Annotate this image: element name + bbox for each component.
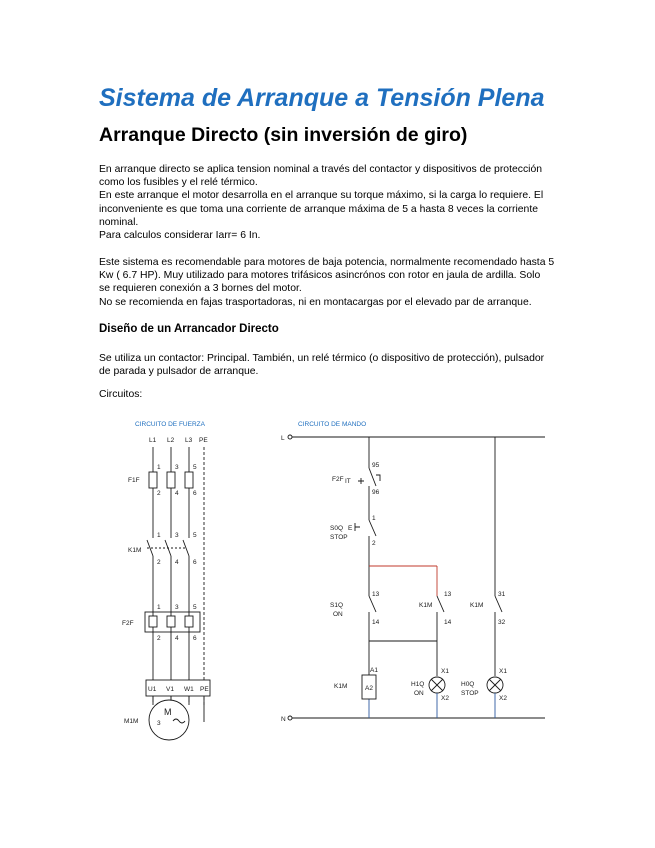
start-button-label: S1Q bbox=[330, 602, 344, 609]
text-line: No se recomienda en fajas trasportadoras, ni en montacargas por el elevado par de arranque. bbox=[99, 296, 532, 308]
terminal-label: 1 bbox=[372, 515, 376, 522]
motor-terminal: PE bbox=[200, 686, 209, 693]
terminal-label: 32 bbox=[498, 619, 506, 626]
motor-symbol: M bbox=[164, 707, 172, 717]
power-circuit-title: CIRCUITO DE FUERZA bbox=[135, 421, 205, 428]
lamp-stop-branch bbox=[487, 437, 503, 718]
terminal-label: 14 bbox=[444, 619, 452, 626]
stop-button-label: S0Q bbox=[330, 525, 344, 532]
circuits-label: Circuitos: bbox=[99, 389, 143, 400]
terminal-label: 2 bbox=[157, 559, 161, 566]
motor-terminal: W1 bbox=[184, 686, 194, 693]
phase-label: L3 bbox=[185, 437, 193, 444]
aux-contact-label: K1M bbox=[470, 602, 484, 609]
terminal-label: 6 bbox=[193, 490, 197, 497]
text-line: Este sistema es recomendable para motores de baja potencia, normalmente recomendado hasta 5 bbox=[99, 257, 555, 268]
text-line: En este arranque el motor desarrolla en el arranque su torque máximo, si la carga lo requiere. El bbox=[99, 190, 544, 202]
terminal-label: A2 bbox=[365, 685, 373, 692]
terminal-label: 2 bbox=[157, 490, 161, 497]
top-rail-label: L bbox=[281, 435, 285, 442]
terminal-label: X2 bbox=[499, 695, 507, 702]
text-line: inconveniente es que toma una corriente de arranque máxima de 5 a hasta 8 veces la corriente bbox=[99, 203, 538, 215]
motor-label: M1M bbox=[124, 718, 139, 725]
text-line: nominal. bbox=[99, 216, 139, 228]
terminal-label: 5 bbox=[193, 464, 197, 471]
terminal-label: 3 bbox=[175, 604, 179, 611]
page-title: Sistema de Arranque a Tensión Plena bbox=[99, 84, 545, 112]
control-circuit-title: CIRCUITO DE MANDO bbox=[298, 421, 367, 428]
phase-label: L2 bbox=[167, 437, 175, 444]
terminal-label: 14 bbox=[372, 619, 380, 626]
stop-button-sublabel: STOP bbox=[330, 534, 348, 541]
contactor-label: K1M bbox=[128, 547, 142, 554]
terminal-label: 3 bbox=[175, 464, 179, 471]
fuse-f1f bbox=[149, 472, 193, 488]
overload-f2f bbox=[145, 612, 200, 632]
terminal-label: 3 bbox=[175, 532, 179, 539]
terminal-label: 1 bbox=[157, 604, 161, 611]
stop-button-prefix: E bbox=[348, 525, 353, 532]
lamp-stop-sublabel: STOP bbox=[461, 690, 479, 697]
motor-phase: 3 bbox=[157, 720, 161, 727]
terminal-label: 1 bbox=[157, 532, 161, 539]
terminal-label: X1 bbox=[499, 668, 507, 675]
text-line: Kw ( 6.7 HP). Muy utilizado para motores trifásicos asincrónos con rotor en jaula de ardilla. Solo bbox=[99, 270, 541, 282]
phase-wires bbox=[153, 447, 204, 705]
terminal-label: 95 bbox=[372, 462, 380, 469]
lamp-on-label: H1Q bbox=[411, 681, 425, 688]
overload-label: F2F bbox=[122, 620, 134, 627]
control-circuit bbox=[288, 435, 545, 720]
terminal-label: 6 bbox=[193, 635, 197, 642]
text-line: se requieren conexión a 3 bornes del motor. bbox=[99, 283, 302, 295]
page-subtitle: Arranque Directo (sin inversión de giro) bbox=[99, 124, 468, 146]
terminal-label: 5 bbox=[193, 604, 197, 611]
terminal-label: 4 bbox=[175, 559, 179, 566]
lamp-stop-label: H0Q bbox=[461, 681, 475, 688]
terminal-label: 5 bbox=[193, 532, 197, 539]
lamp-on-sublabel: ON bbox=[414, 690, 424, 697]
section-heading: Diseño de un Arrancador Directo bbox=[99, 323, 279, 335]
motor-terminal: V1 bbox=[166, 686, 174, 693]
terminal-label: X1 bbox=[441, 668, 449, 675]
start-button-sublabel: ON bbox=[333, 611, 343, 618]
text-line: de parada y pulsador de arranque. bbox=[99, 366, 259, 377]
phase-label: PE bbox=[199, 437, 208, 444]
start-button bbox=[369, 596, 376, 615]
motor-m1m bbox=[149, 696, 204, 740]
terminal-label: 31 bbox=[498, 591, 506, 598]
terminal-label: 13 bbox=[444, 591, 452, 598]
text-line: como los fusibles y el relé térmico. bbox=[99, 177, 258, 189]
terminal-label: X2 bbox=[441, 695, 449, 702]
contactor-k1m-main bbox=[147, 538, 189, 556]
coil-label: K1M bbox=[334, 683, 348, 690]
terminal-label: 1 bbox=[157, 464, 161, 471]
bottom-rail-label: N bbox=[281, 716, 286, 723]
text-line: Para calculos considerar Iarr= 6 In. bbox=[99, 230, 261, 242]
terminal-label: 2 bbox=[157, 635, 161, 642]
motor-terminal: U1 bbox=[148, 686, 157, 693]
terminal-label: 13 bbox=[372, 591, 380, 598]
overload-contact-label: F2F bbox=[332, 476, 344, 483]
fuse-label: F1F bbox=[128, 477, 140, 484]
terminal-label: 4 bbox=[175, 635, 179, 642]
holding-contact-label: K1M bbox=[419, 602, 433, 609]
terminal-label: 4 bbox=[175, 490, 179, 497]
overload-contact-prefix: IT bbox=[345, 478, 351, 485]
holding-branch bbox=[369, 566, 444, 641]
terminal-label: 6 bbox=[193, 559, 197, 566]
text-line: En arranque directo se aplica tension nominal a través del contactor y dispositivos de protección bbox=[99, 164, 543, 175]
terminal-label: 2 bbox=[372, 540, 376, 547]
lamp-on-branch bbox=[429, 641, 445, 718]
terminal-label: 96 bbox=[372, 489, 380, 496]
text-line: Se utiliza un contactor: Principal. También, un relé térmico (o dispositivo de protección), pulsador bbox=[99, 353, 545, 364]
terminal-label: A1 bbox=[370, 667, 378, 674]
phase-label: L1 bbox=[149, 437, 157, 444]
